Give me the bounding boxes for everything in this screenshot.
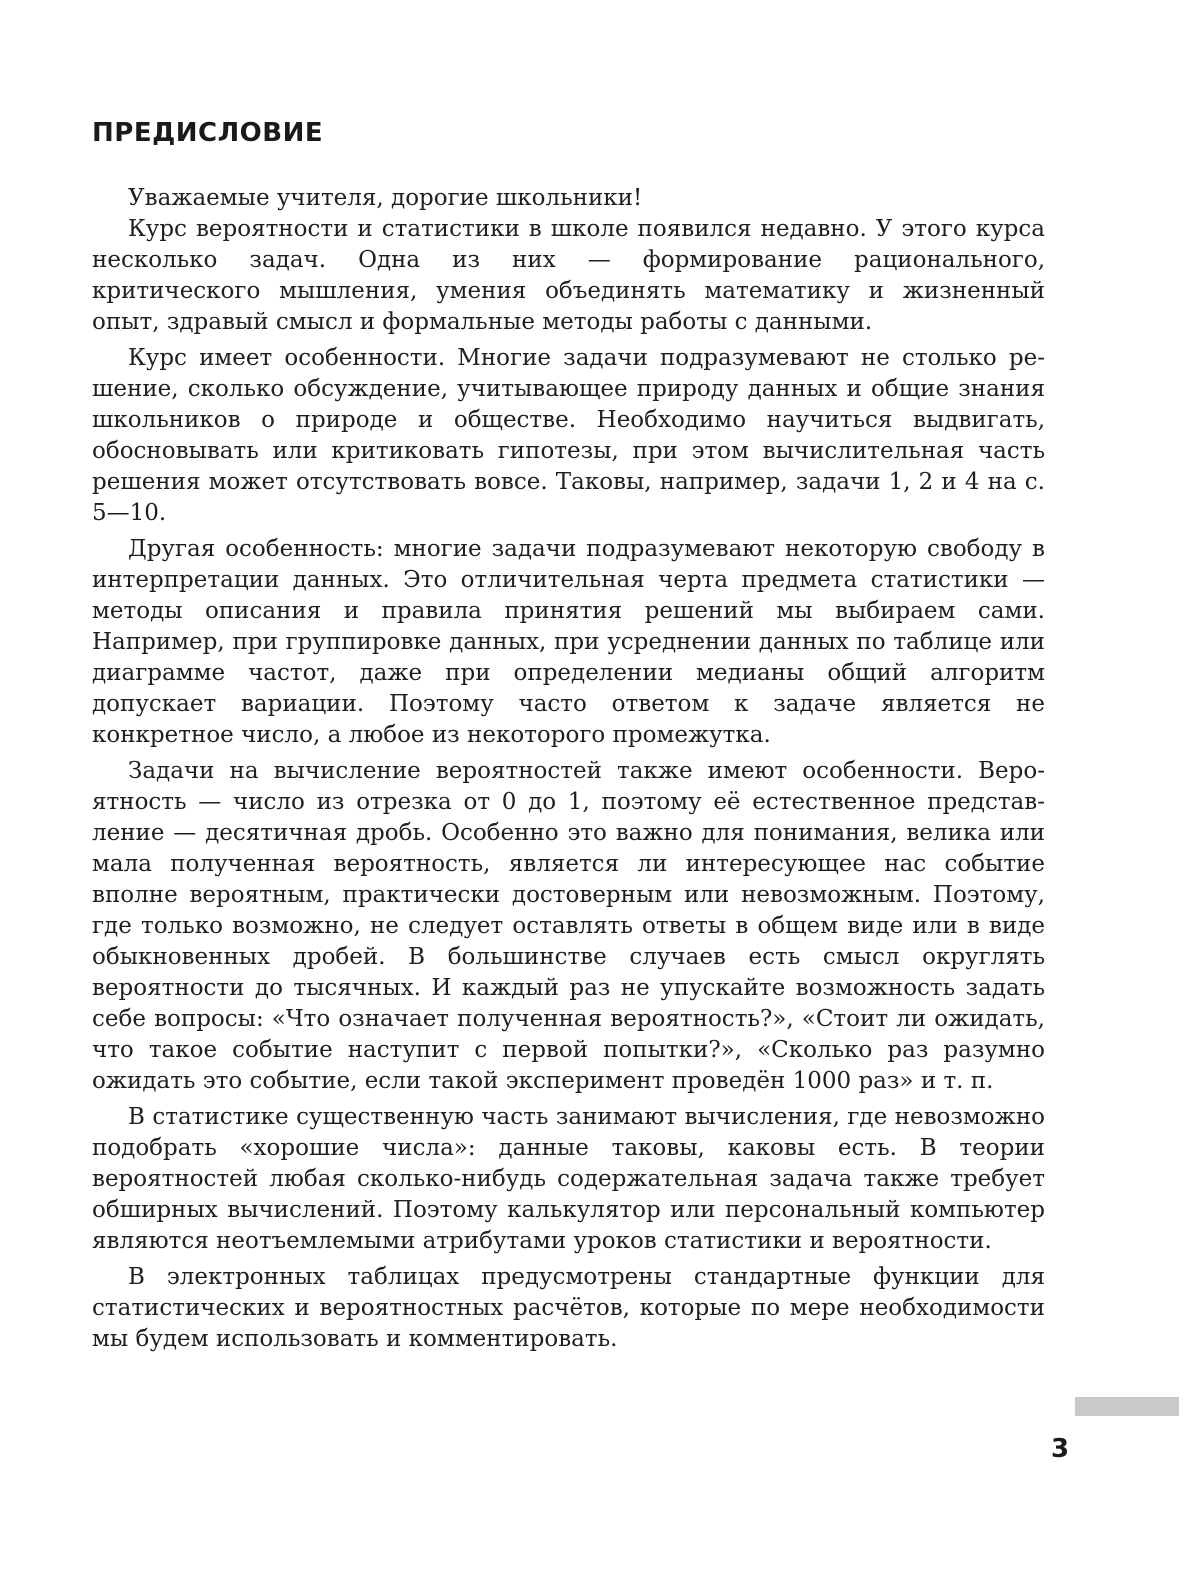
paragraph-course-intro: Курс вероятности и статистики в школе появился недавно. У этого курса несколько задач. Одна из них — формирование рационального, критического мышления, умения объединять математику и жизненный опыт, здравый смысл и формальные методы работы с данными. [92, 216, 1045, 335]
greeting-line: Уважаемые учителя, дорогие школьники! [128, 185, 643, 211]
paragraph-data-interpretation: Другая особенность: многие задачи подразумевают некоторую свободу в интерпретации данных. Это отличительная черта предмета статистики — методы описания и правила принятия решений мы выбираем сами. Например, при группировке данных, при усреднении данных по таблице или диаграмме частот, даже при определении медианы общий алгоритм допускает вариации. Поэтому часто ответом к задаче является не конкретное число, а любое из некоторого промежутка. [92, 536, 1045, 748]
page-heading: ПРЕДИСЛОВИЕ [92, 118, 324, 148]
paragraph-computations: В статистике существенную часть занимают вычисления, где невозможно подобрать «хорошие числа»: данные таковы, каковы есть. В теории вероятностей любая сколько-нибудь содержательная задача также требует обширных вычислений. Поэтому калькулятор или персональный компьютер являются неотъемлемыми атрибутами уроков статистики и вероятности. [92, 1104, 1045, 1254]
margin-tab-marker [1075, 1397, 1179, 1416]
paragraph-course-features: Курс имеет особенности. Многие задачи подразумевают не столько решение, сколько обсуждение, учитывающее природу данных и общие знания школьников о природе и обществе. Необходимо научиться выдвигать, обосновывать или критиковать гипотезы, при этом вычислительная часть решения может отсутствовать вовсе. Таковы, например, задачи 1, 2 и 4 на с. 5—10. [92, 345, 1045, 526]
paragraph-probability-tasks: Задачи на вычисление вероятностей также имеют особенности. Вероятность — число из отрезка от 0 до 1, поэтому её естественное представление — десятичная дробь. Особенно это важно для понимания, велика или мала полученная вероятность, является ли интересующее нас событие вполне вероятным, практически достоверным или невозможным. Поэтому, где только возможно, не следует оставлять ответы в общем виде или в виде обыкновенных дробей. В большинстве случаев есть смысл округлять вероятности до тысячных. И каждый раз не упускайте возможность задать себе вопросы: «Что означает полученная вероятность?», «Стоит ли ожидать, что такое событие наступит с первой попытки?», «Сколько раз разумно ожидать это событие, если такой эксперимент проведён 1000 раз» и т. п. [92, 758, 1045, 1094]
page-number: 3 [1050, 1434, 1070, 1464]
preface-text [92, 183, 1045, 1355]
paragraph-spreadsheets: В электронных таблицах предусмотрены стандартные функции для статистических и вероятностных расчётов, которые по мере необходимости мы будем использовать и комментировать. [92, 1264, 1045, 1352]
